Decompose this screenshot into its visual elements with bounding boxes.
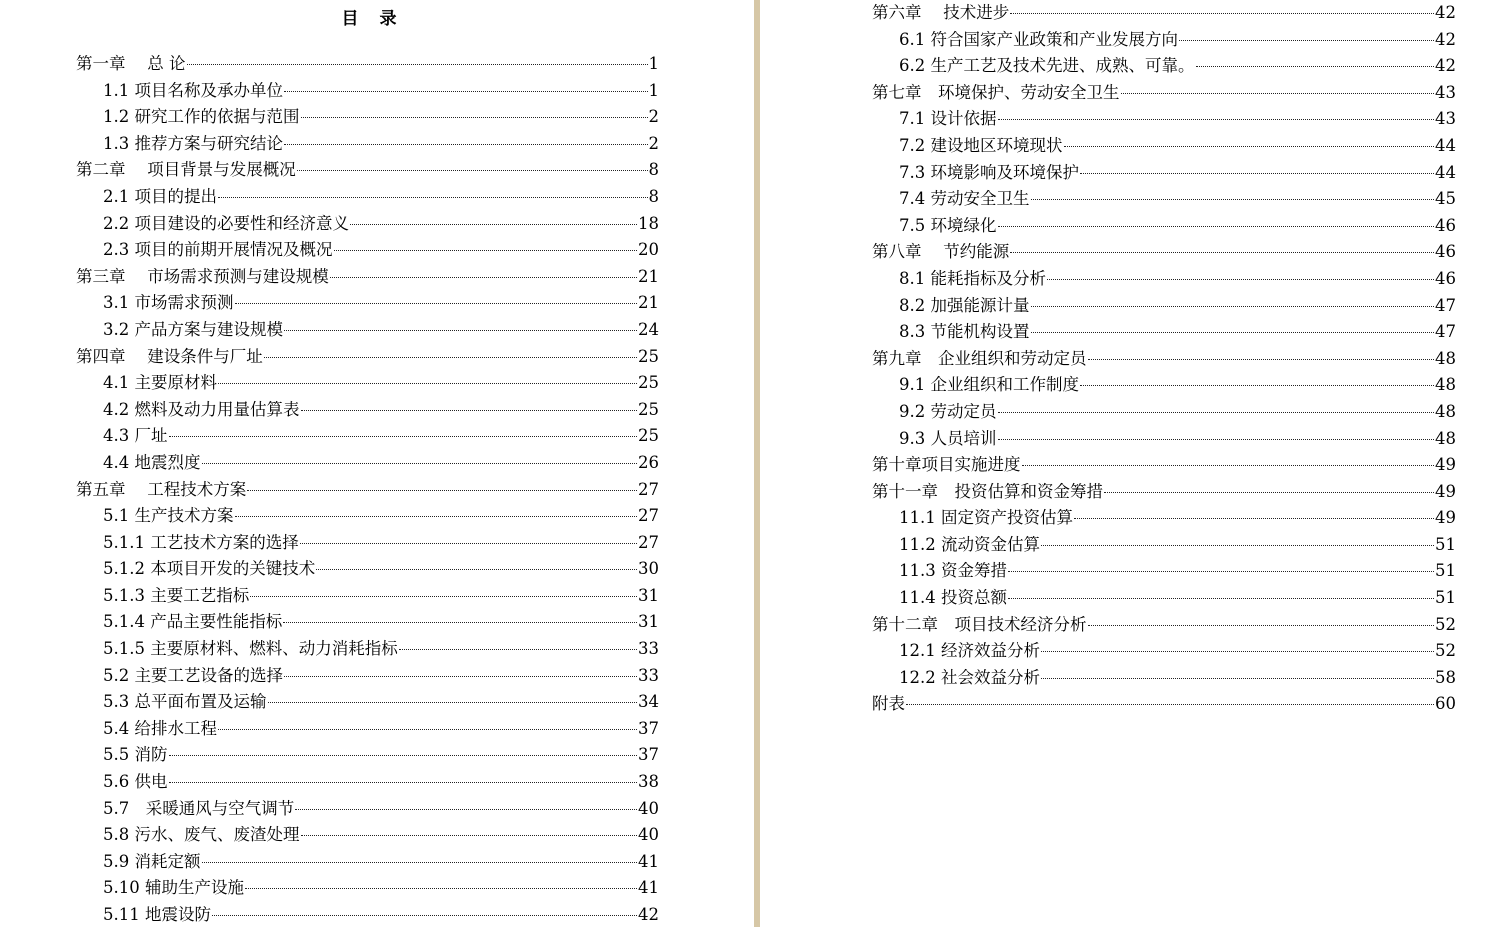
toc-entry-label: 11.4 投资总额 [899,588,1007,608]
toc-leader-dots [284,330,637,331]
toc-entry-label: 第三章 市场需求预测与建设规模 [76,266,329,286]
toc-leader-dots [1041,651,1434,652]
toc-entry-label: 11.2 流动资金估算 [899,534,1040,554]
toc-section-entry[interactable] [76,423,659,450]
toc-leader-dots [268,702,638,703]
toc-entry-label: 5.11 地震设防 [103,905,211,924]
toc-leader-dots [250,596,637,597]
toc-page-number: 33 [638,639,659,659]
toc-page-number: 25 [638,399,659,419]
toc-entry-label: 5.2 主要工艺设备的选择 [103,665,283,685]
toc-leader-dots [295,809,637,810]
toc-leader-dots [297,170,648,171]
toc-leader-dots [169,755,638,756]
toc-leader-dots [284,91,648,92]
toc-section-entry[interactable] [76,290,659,317]
toc-entry-label: 5.5 消防 [103,745,168,765]
toc-page-number: 60 [1435,694,1456,714]
toc-page-number: 27 [638,532,659,552]
toc-leader-dots [350,224,637,225]
toc-page-number: 20 [638,240,659,260]
toc-entry-label: 7.3 环境影响及环境保护 [899,162,1079,182]
toc-section-entry[interactable] [76,370,659,397]
toc-page-number: 49 [1435,508,1456,528]
toc-entry-label: 2.2 项目建设的必要性和经济意义 [103,213,349,233]
toc-page-number: 34 [638,692,659,712]
toc-section-entry[interactable] [76,636,659,663]
toc-section-entry[interactable] [76,716,659,743]
toc-section-entry[interactable] [872,638,1456,665]
toc-section-entry[interactable] [872,27,1456,54]
toc-page-number: 41 [638,851,659,871]
toc-leader-dots [284,144,648,145]
toc-section-entry[interactable] [76,104,659,131]
toc-section-entry[interactable] [76,609,659,636]
toc-chapter-entry[interactable] [76,51,659,78]
toc-page-number: 47 [1435,322,1456,342]
toc-section-entry[interactable] [76,663,659,690]
toc-section-entry[interactable] [872,319,1456,346]
toc-chapter-entry[interactable] [76,264,659,291]
toc-section-entry[interactable] [872,399,1456,426]
toc-entry-label: 第一章 总 论 [76,54,186,73]
toc-section-entry[interactable] [872,585,1456,612]
toc-entry-label: 9.3 人员培训 [899,428,997,448]
toc-leader-dots [1008,598,1434,599]
toc-leader-dots [316,569,637,570]
toc-chapter-entry[interactable] [872,479,1456,506]
toc-leader-dots [334,250,638,251]
toc-entry-label: 11.3 资金筹措 [899,561,1007,581]
toc-leader-dots [998,412,1435,413]
toc-section-entry[interactable] [872,532,1456,559]
toc-entry-label: 1.3 推荐方案与研究结论 [103,133,283,153]
toc-entry-label: 第五章 工程技术方案 [76,479,247,499]
toc-entry-label: 6.1 符合国家产业政策和产业发展方向 [899,29,1178,49]
toc-chapter-entry[interactable] [872,612,1456,639]
toc-leader-dots [1064,146,1435,147]
toc-page-number: 8 [648,186,659,206]
toc-page-number: 49 [1435,481,1456,501]
toc-entry-label: 5.3 总平面布置及运输 [103,692,267,712]
toc-entry-label: 4.2 燃料及动力用量估算表 [103,399,300,419]
toc-leader-dots [1179,40,1434,41]
toc-entry-label: 5.8 污水、废气、废渣处理 [103,825,300,845]
toc-page-number: 25 [638,346,659,366]
toc-leader-dots [1088,359,1435,360]
toc-leader-dots [218,729,637,730]
toc-leader-dots [202,463,638,464]
toc-leader-dots [1121,93,1435,94]
toc-page-number: 48 [1435,401,1456,421]
toc-page-number: 44 [1435,135,1456,155]
toc-entry-label: 第六章 技术进步 [872,3,1010,22]
toc-page-number: 47 [1435,295,1456,315]
toc-page-number: 40 [638,825,659,845]
toc-section-entry[interactable] [76,397,659,424]
toc-entry-label: 5.1.2 本项目开发的关键技术 [103,559,316,579]
toc-chapter-entry[interactable] [76,344,659,371]
toc-leader-dots [1047,279,1434,280]
toc-chapter-entry[interactable] [872,80,1456,107]
toc-page-number: 49 [1435,455,1456,475]
toc-entry-label: 5.4 给排水工程 [103,718,217,738]
toc-entry-label: 5.1.4 产品主要性能指标 [103,612,283,632]
toc-leader-dots [330,277,637,278]
toc-chapter-entry[interactable] [872,239,1456,266]
toc-leader-dots [998,119,1435,120]
toc-page-number: 46 [1435,242,1456,262]
toc-leader-dots [1031,332,1435,333]
toc-section-entry[interactable] [76,769,659,796]
toc-leader-dots [1022,465,1435,466]
toc-section-entry[interactable] [872,293,1456,320]
toc-section-entry[interactable] [76,849,659,876]
toc-page-number: 33 [638,665,659,685]
toc-entry-label: 6.2 生产工艺及技术先进、成熟、可靠。 [899,56,1195,76]
toc-leader-dots [284,676,637,677]
toc-page-number: 31 [638,612,659,632]
toc-list-left [76,51,659,929]
toc-section-entry[interactable] [872,53,1456,80]
toc-leader-dots [218,197,648,198]
toc-leader-dots [202,862,638,863]
toc-page-number: 44 [1435,162,1456,182]
toc-leader-dots [245,888,637,889]
toc-leader-dots [301,410,638,411]
toc-page-number: 25 [638,373,659,393]
toc-entry-label: 5.1.5 主要原材料、燃料、动力消耗指标 [103,639,398,659]
toc-chapter-entry[interactable] [76,477,659,504]
toc-entry-label: 1.1 项目名称及承办单位 [103,80,283,100]
toc-page-number: 1 [648,80,659,100]
toc-page-number: 48 [1435,375,1456,395]
toc-entry-label: 3.1 市场需求预测 [103,293,234,313]
toc-leader-dots [1088,625,1435,626]
toc-page-number: 42 [1435,56,1456,76]
toc-section-entry[interactable] [76,530,659,557]
toc-entry-label: 第九章 企业组织和劳动定员 [872,348,1087,368]
toc-page-number: 21 [638,266,659,286]
toc-page-number: 2 [648,133,659,153]
toc-page-number: 42 [1435,29,1456,49]
toc-entry-label: 5.7 采暖通风与空气调节 [103,798,295,818]
toc-page-number: 21 [638,293,659,313]
toc-section-entry[interactable] [872,266,1456,293]
toc-section-entry[interactable] [76,556,659,583]
toc-page-number: 43 [1435,109,1456,129]
toc-section-entry[interactable] [872,426,1456,453]
toc-entry-label: 8.1 能耗指标及分析 [899,268,1046,288]
toc-section-entry[interactable] [76,503,659,530]
toc-page-number: 58 [1435,667,1456,687]
toc-page-number: 1 [648,54,659,73]
toc-leader-dots [247,490,637,491]
toc-section-entry[interactable] [872,160,1456,187]
toc-leader-dots [1080,173,1434,174]
toc-entry-label: 5.1 生产技术方案 [103,506,234,526]
toc-section-entry[interactable] [76,317,659,344]
toc-entry-label: 9.2 劳动定员 [899,401,997,421]
toc-page-number: 31 [638,585,659,605]
toc-leader-dots [301,117,648,118]
toc-section-entry[interactable] [872,372,1456,399]
toc-section-entry[interactable] [76,450,659,477]
toc-section-entry[interactable] [76,902,659,929]
toc-leader-dots [998,439,1435,440]
toc-leader-dots [212,915,637,916]
toc-entry-label: 1.2 研究工作的依据与范围 [103,107,300,127]
toc-page-number: 2 [648,107,659,127]
toc-chapter-entry[interactable] [76,157,659,184]
toc-leader-dots [283,622,637,623]
toc-entry-label: 第十一章 投资估算和资金筹措 [872,481,1103,501]
toc-entry-label: 7.5 环境绿化 [899,215,997,235]
toc-leader-dots [1074,518,1434,519]
toc-leader-dots [1041,678,1434,679]
toc-section-entry[interactable] [872,213,1456,240]
toc-entry-label: 附表 [872,694,905,714]
toc-entry-label: 2.1 项目的提出 [103,186,217,206]
toc-page-number: 18 [638,213,659,233]
toc-chapter-entry[interactable] [872,0,1456,27]
toc-entry-label: 7.1 设计依据 [899,109,997,129]
toc-entry-label: 第十章项目实施进度 [872,455,1021,475]
toc-page-number: 26 [638,452,659,472]
toc-entry-label: 8.3 节能机构设置 [899,322,1030,342]
toc-chapter-entry[interactable] [872,452,1456,479]
toc-page-number: 48 [1435,348,1456,368]
toc-leader-dots [1031,199,1435,200]
toc-section-entry[interactable] [76,78,659,105]
toc-section-entry[interactable] [76,822,659,849]
toc-leader-dots [169,436,638,437]
toc-entry-label: 8.2 加强能源计量 [899,295,1030,315]
toc-title: 目 录 [341,9,399,29]
toc-entry-label: 5.1.3 主要工艺指标 [103,585,250,605]
toc-entry-label: 4.4 地震烈度 [103,452,201,472]
toc-page-number: 27 [638,479,659,499]
toc-page-number: 46 [1435,215,1456,235]
toc-page-number: 27 [638,506,659,526]
toc-entry-label: 11.1 固定资产投资估算 [899,508,1073,528]
toc-section-entry[interactable] [76,583,659,610]
toc-entry-label: 3.2 产品方案与建设规模 [103,319,283,339]
toc-page-number: 51 [1435,561,1456,581]
toc-leader-dots [187,64,648,65]
toc-page-number: 8 [648,160,659,180]
toc-leader-dots [1008,571,1434,572]
toc-page-number: 48 [1435,428,1456,448]
toc-entry-label: 5.10 辅助生产设施 [103,878,244,898]
toc-page-number: 51 [1435,534,1456,554]
toc-leader-dots [235,516,638,517]
toc-chapter-entry[interactable] [872,346,1456,373]
toc-leader-dots [218,383,637,384]
toc-page-number: 52 [1435,614,1456,634]
toc-section-entry[interactable] [872,133,1456,160]
toc-entry-label: 7.2 建设地区环境现状 [899,135,1063,155]
toc-entry-label: 5.6 供电 [103,772,168,792]
toc-entry-label: 12.1 经济效益分析 [899,641,1040,661]
toc-section-entry[interactable] [872,186,1456,213]
toc-section-entry[interactable] [76,211,659,238]
toc-page-number: 51 [1435,588,1456,608]
toc-page-number: 24 [638,319,659,339]
toc-page-number: 37 [638,718,659,738]
toc-leader-dots [300,543,637,544]
toc-leader-dots [264,357,637,358]
toc-section-entry[interactable] [76,237,659,264]
toc-leader-dots [998,226,1435,227]
toc-chapter-entry[interactable] [872,691,1456,718]
toc-page-number: 30 [638,559,659,579]
toc-entry-label: 2.3 项目的前期开展情况及概况 [103,240,333,260]
toc-page-number: 45 [1435,189,1456,209]
toc-page-number: 42 [1435,3,1456,22]
toc-section-entry[interactable] [872,106,1456,133]
toc-section-entry[interactable] [76,689,659,716]
toc-section-entry[interactable] [76,742,659,769]
toc-page-number: 43 [1435,82,1456,102]
toc-leader-dots [1031,306,1435,307]
toc-leader-dots [1196,66,1435,67]
toc-section-entry[interactable] [76,184,659,211]
toc-list-right [872,0,1456,718]
toc-entry-label: 第八章 节约能源 [872,242,1010,262]
toc-leader-dots [399,649,637,650]
toc-entry-label: 第四章 建设条件与厂址 [76,346,263,366]
toc-entry-label: 12.2 社会效益分析 [899,667,1040,687]
toc-leader-dots [1010,252,1434,253]
toc-entry-label: 第十二章 项目技术经济分析 [872,614,1087,634]
toc-entry-label: 5.1.1 工艺技术方案的选择 [103,532,299,552]
toc-entry-label: 第七章 环境保护、劳动安全卫生 [872,82,1120,102]
toc-leader-dots [1080,385,1434,386]
toc-leader-dots [1041,545,1434,546]
toc-entry-label: 7.4 劳动安全卫生 [899,189,1030,209]
toc-page-number: 38 [638,772,659,792]
toc-section-entry[interactable] [76,875,659,902]
toc-leader-dots [235,303,638,304]
toc-section-entry[interactable] [76,796,659,823]
toc-leader-dots [906,704,1434,705]
toc-leader-dots [1010,13,1434,14]
toc-page-number: 42 [638,905,659,924]
toc-entry-label: 第二章 项目背景与发展概况 [76,160,296,180]
toc-section-entry[interactable] [872,558,1456,585]
toc-page-number: 37 [638,745,659,765]
toc-leader-dots [169,782,638,783]
toc-entry-label: 4.3 厂址 [103,426,168,446]
toc-page-number: 41 [638,878,659,898]
toc-page-number: 52 [1435,641,1456,661]
toc-entry-label: 4.1 主要原材料 [103,373,217,393]
toc-leader-dots [1104,492,1434,493]
toc-leader-dots [301,835,638,836]
toc-section-entry[interactable] [872,505,1456,532]
toc-section-entry[interactable] [76,131,659,158]
toc-entry-label: 5.9 消耗定额 [103,851,201,871]
toc-section-entry[interactable] [872,665,1456,692]
toc-page-number: 40 [638,798,659,818]
toc-entry-label: 9.1 企业组织和工作制度 [899,375,1079,395]
toc-page-number: 25 [638,426,659,446]
toc-page-number: 46 [1435,268,1456,288]
